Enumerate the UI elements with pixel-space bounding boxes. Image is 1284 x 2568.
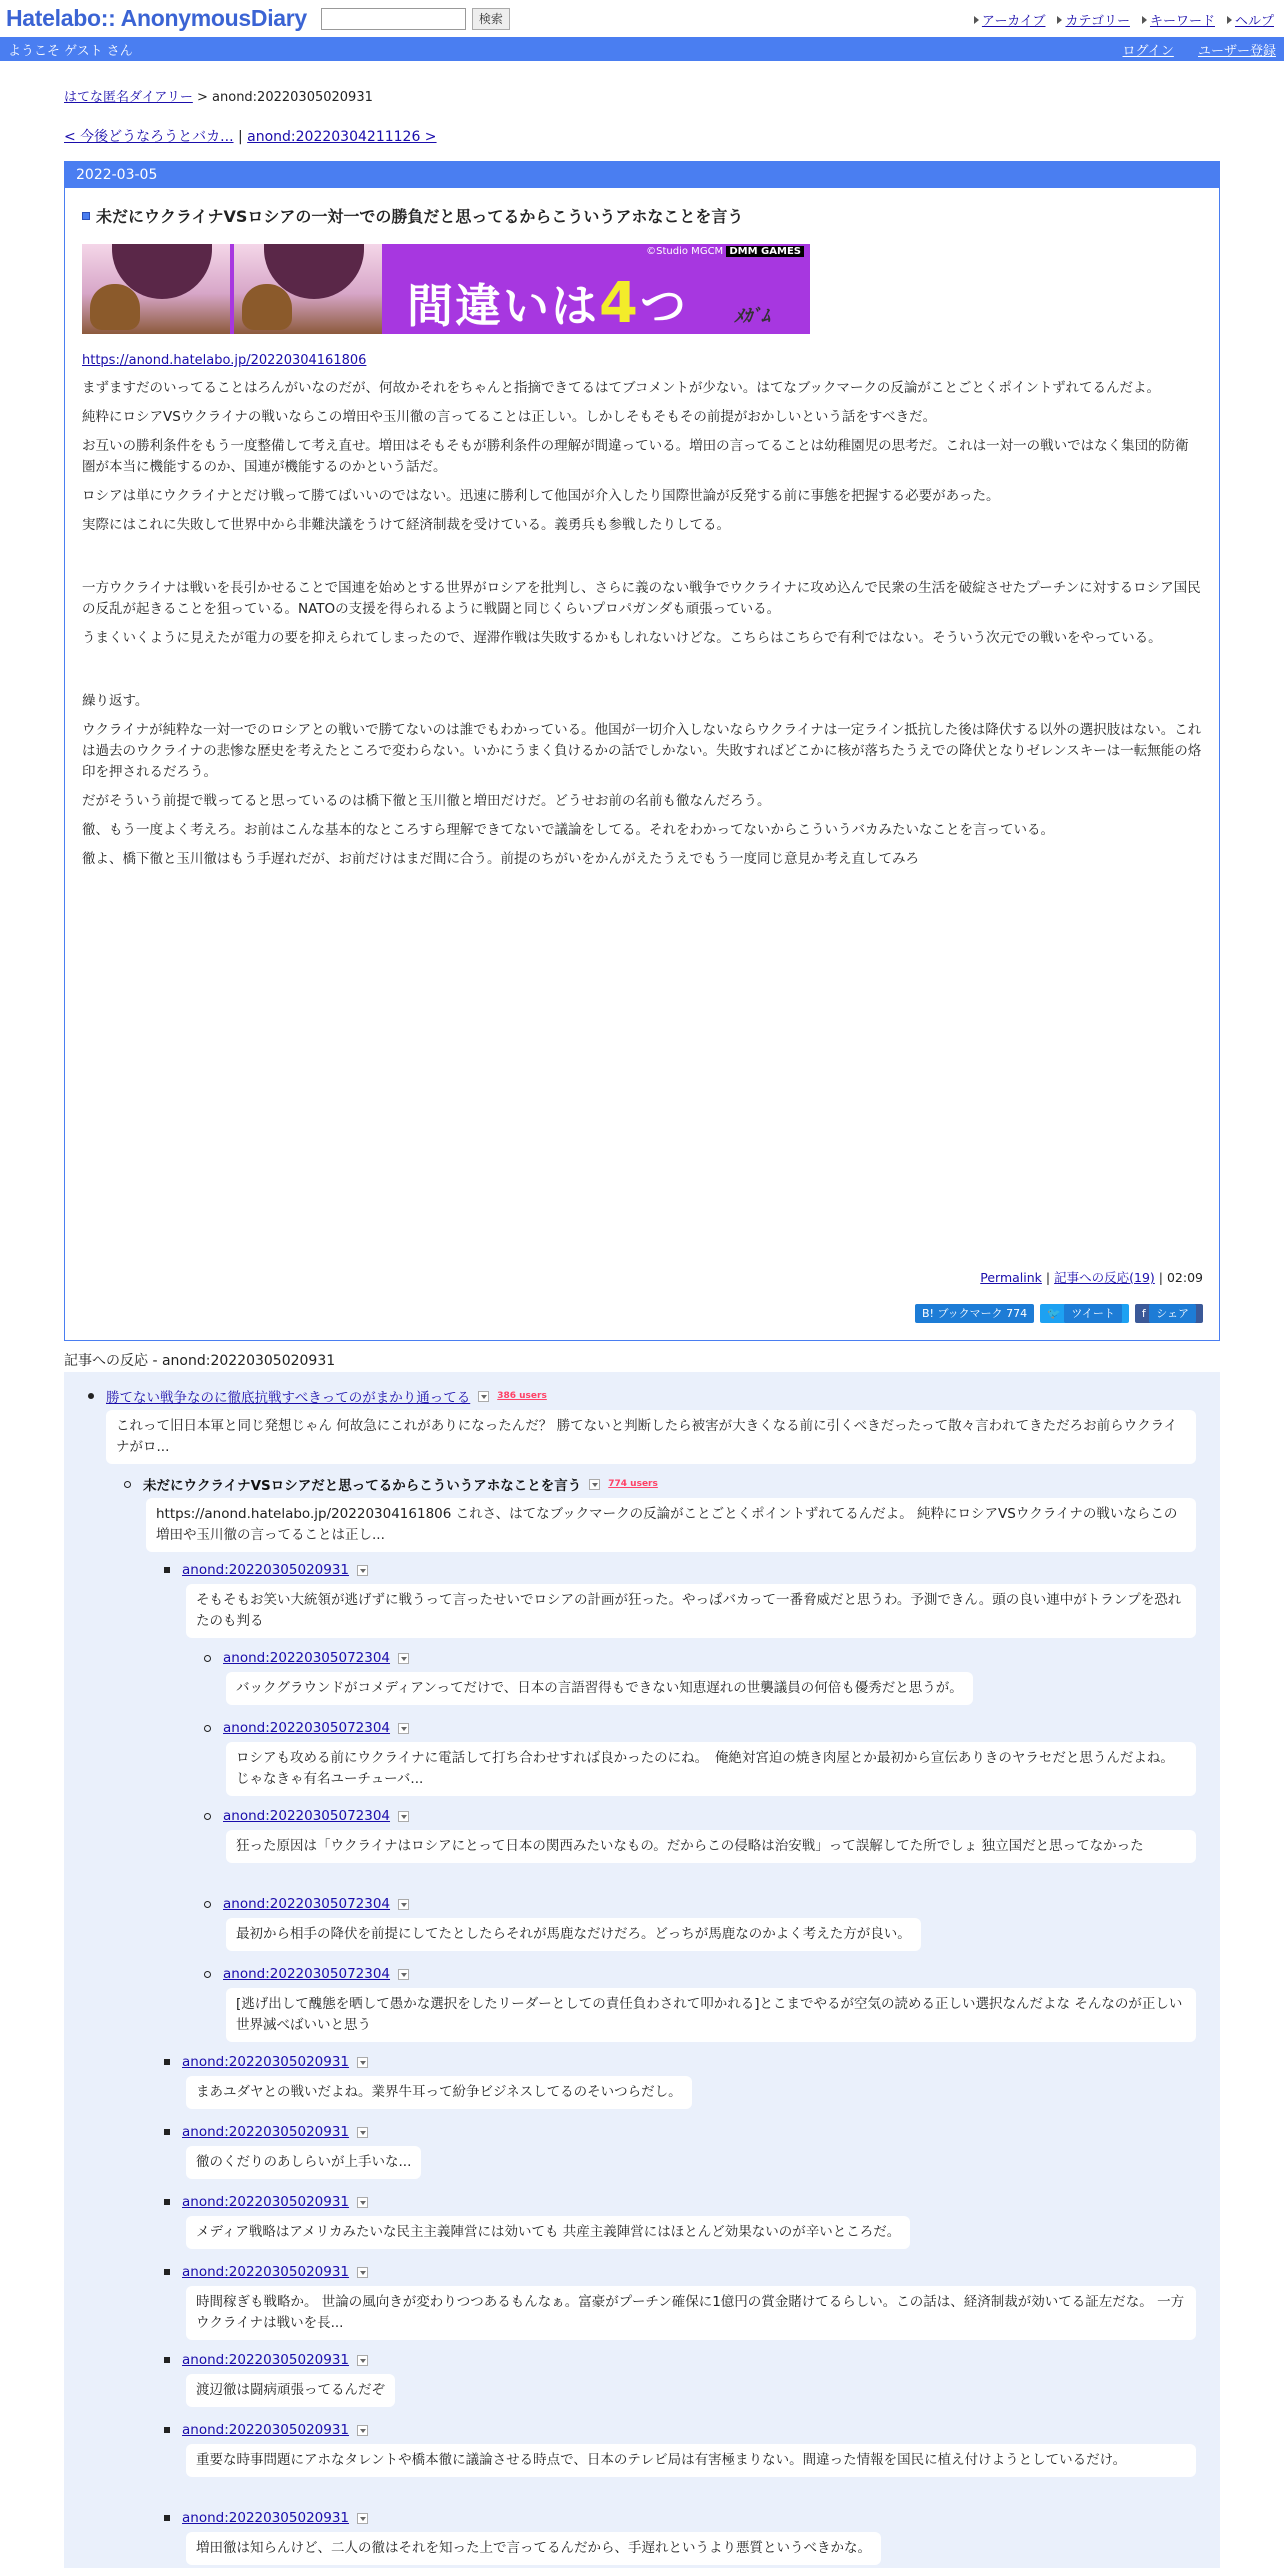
reaction-excerpt: 重要な時事問題にアホなタレントや橋本徹に議論させる時点で、日本のテレビ局は有害極まりない。間違った情報を国民に植え付けようとしているだけ。 bbox=[186, 2444, 1196, 2477]
users-badge[interactable]: 774 users bbox=[608, 1479, 658, 1489]
chevron-down-icon[interactable] bbox=[357, 2355, 368, 2366]
site-logo[interactable]: Hatelabo:: AnonymousDiary bbox=[6, 5, 307, 31]
reaction-excerpt: 時間稼ぎも戦略か。 世論の風向きが変わりつつあるもんなぁ。富豪がプーチン確保に1億円の賞金賭けてるらしい。この話は、経済制裁が効いてる証左だな。 一方ウクライナは戦いを長... bbox=[186, 2286, 1196, 2340]
entry-square-icon[interactable] bbox=[82, 212, 90, 220]
list-item bbox=[164, 2508, 368, 2528]
users-badge[interactable]: 386 users bbox=[497, 1391, 547, 1401]
reaction-id-link[interactable]: anond:20220305072304 bbox=[223, 1720, 391, 1736]
breadcrumb-current: anond:20220305020931 bbox=[212, 90, 373, 105]
reactions-tree bbox=[64, 1372, 1220, 2568]
ad-logo: ﾒｶﾞﾑ bbox=[734, 306, 770, 327]
ad-credit: ©Studio MGCM DMM GAMES bbox=[646, 246, 804, 257]
reaction-excerpt: 渡辺徹は闘病頑張ってるんだぞ bbox=[186, 2374, 395, 2407]
list-item bbox=[204, 1718, 409, 1738]
list-item bbox=[164, 2262, 368, 2282]
list-item bbox=[124, 1474, 658, 1494]
chevron-down-icon[interactable] bbox=[357, 2127, 368, 2138]
chevron-down-icon[interactable] bbox=[398, 1899, 409, 1910]
chevron-down-icon[interactable] bbox=[357, 2197, 368, 2208]
reaction-id-link[interactable]: anond:20220305072304 bbox=[223, 1808, 391, 1824]
list-item bbox=[204, 1964, 409, 1984]
entry-date: 2022-03-05 bbox=[65, 162, 1219, 188]
list-item bbox=[164, 2052, 368, 2072]
list-item bbox=[204, 1648, 409, 1668]
reaction-excerpt: バックグラウンドがコメディアンってだけで、日本の言語習得もできない知恵遅れの世襲議員の何倍も優秀だと思うが。 bbox=[226, 1672, 973, 1705]
reaction-id-link[interactable]: anond:20220305020931 bbox=[182, 2352, 350, 2368]
reaction-excerpt: https://anond.hatelabo.jp/20220304161806 これさ、はてなブックマークの反論がことごとくポイントずれてるんだよ。 純粋にロシアVSウクライナの戦いならこの増田や玉川徹の言ってることは正し... bbox=[146, 1498, 1196, 1552]
register-link[interactable]: ユーザー登録 bbox=[1197, 43, 1276, 59]
reaction-id-link[interactable]: anond:20220305072304 bbox=[223, 1650, 391, 1666]
user-bar bbox=[0, 37, 1284, 61]
chevron-down-icon[interactable] bbox=[357, 2425, 368, 2436]
facebook-share-button[interactable]: f シェア bbox=[1135, 1304, 1203, 1323]
caret-right-icon bbox=[974, 16, 979, 24]
nav-category[interactable]: カテゴリー bbox=[1065, 14, 1130, 29]
list-item bbox=[164, 2192, 368, 2212]
entry-box bbox=[64, 161, 1220, 1341]
reaction-excerpt: 増田徹は知らんけど、二人の徹はそれを知った上で言ってるんだから、手遅れというより悪質というべきかな。 bbox=[186, 2532, 881, 2565]
nav-help[interactable]: ヘルプ bbox=[1234, 14, 1274, 29]
list-item bbox=[164, 2350, 368, 2370]
caret-right-icon bbox=[1142, 16, 1147, 24]
breadcrumb-home[interactable]: はてな匿名ダイアリー bbox=[64, 90, 193, 105]
permalink[interactable]: Permalink bbox=[980, 1270, 1042, 1285]
search-button[interactable]: 検索 bbox=[472, 8, 510, 30]
ad-banner[interactable] bbox=[82, 244, 810, 334]
ad-headline: 間違いは4つ bbox=[407, 271, 688, 334]
reaction-excerpt: [逃げ出して醜態を晒して愚かな選択をしたリーダーとしての責任負わされて叩かれる]とこまでやるが空気の読める正しい選択なんだよな そんなのが正しい世界滅べばいいと思う bbox=[226, 1988, 1196, 2042]
caret-right-icon bbox=[1227, 16, 1232, 24]
reaction-id-link[interactable]: anond:20220305020931 bbox=[182, 2422, 350, 2438]
reaction-excerpt: 狂った原因は「ウクライナはロシアにとって日本の関西みたいなもの。だからこの侵略は治安戦」って誤解してた所でしょ 独立国だと思ってなかった bbox=[226, 1830, 1196, 1863]
reactions-heading: 記事への反応 - anond:20220305020931 bbox=[64, 1350, 1220, 1375]
reaction-title-link[interactable]: 勝てない戦争なのに徹底抗戦すべきってのがまかり通ってる bbox=[106, 1390, 471, 1406]
next-entry-link[interactable]: anond:20220304211126 > bbox=[247, 129, 437, 145]
reaction-excerpt: ロシアも攻める前にウクライナに電話して打ち合わせすれば良かったのにね。 俺絶対宮迫の焼き肉屋とか最初から宣伝ありきのヤラセだと思うんだよね。じゃなきゃ有名ユーチューバ... bbox=[226, 1742, 1196, 1796]
prev-entry-link[interactable]: < 今後どうなろうとバカ... bbox=[64, 129, 234, 145]
chevron-down-icon[interactable] bbox=[357, 2513, 368, 2524]
login-link[interactable]: ログイン bbox=[1122, 43, 1174, 59]
reaction-id-link[interactable]: anond:20220305020931 bbox=[182, 1562, 350, 1578]
hatena-bookmark-button[interactable]: B! ブックマーク 774 bbox=[915, 1304, 1034, 1323]
entry-time: 02:09 bbox=[1166, 1270, 1203, 1285]
list-item bbox=[88, 1386, 547, 1406]
chevron-down-icon[interactable] bbox=[398, 1969, 409, 1980]
entry-body: まずますだのいってることはろんがいなのだが、何故かそれをちゃんと指摘できてるはてブコメントが少ない。はてなブックマークの反論がことごとくポイントずれてるんだよ。 純粋にロシアVSウクライナの戦いならこの増田や玉川徹の言ってることは正しい。しかしそもそもその前提がおかしいという話をすべきだ。 お互いの勝利条件をもう一度整備して考え直せ。増田はそもそもが勝利条件の理解が間違っている。増田の言ってることは幼稚園児の思考だ。これは一対一の戦いではなく集団的防衛圏が本当に機能するのか、国連が機能するのかという話だ。 ロシアは単にウクライナとだけ戦って勝てばいいのではない。迅速に勝利して他国が介入したり国際世論が反発する前に事態を把握する必要があった。 実際にはこれに失敗して世界中から非難決議をうけて経済制裁を受けている。義勇兵も参戦したりしてる。 一方ウクライナは戦いを長引かせることで国連を始めとする世界がロシアを批判し、さらに義のない戦争でウクライナに攻め込んで民衆の生活を破綻させたプーチンに対するロシア国民の反乱が起きることを狙っている。NATOの支援を得られるように戦闘と同じくらいプロパガンダも頑張っている。 うまくいくように見えたが電力の要を抑えられてしまったので、遅滞作戦は失敗するかもしれないけどな。こちらはこちらで有利ではない。そういう次元での戦いをやっている。 繰り返す。 ウクライナが純粋な一対一でのロシアとの戦いで勝てないのは誰でもわかっている。他国が一切介入しないならウクライナは一定ライン抵抗した後は降伏する以外の選択肢はない。これは過去のウクライナの悲惨な歴史を考えたところで変わらない。いかにうまく負けるかの話でしかない。失敗すればどこかに核が落ちたうえでの降伏となりゼレンスキーは一転無能の烙印を押されるだろう。 だがそういう前提で戦ってると思っているのは橋下徹と玉川徹と増田だけだ。どうせお前の名前も徹なんだろう。 徹、もう一度よく考えろ。お前はこんな基本的なところすら理解できてないで議論をしてる。それをわかってないからこういうバカみたいなことを言っている。 徹よ、橋下徹と玉川徹はもう手遅れだが、お前だけはまだ間に合う。前提のちがいをかんがえたうえでもう一度同じ意見か考え直してみろ bbox=[82, 380, 1202, 867]
reaction-id-link[interactable]: anond:20220305020931 bbox=[182, 2264, 350, 2280]
entry-footer: Permalink | 記事への反応(19) | 02:09 bbox=[980, 1270, 1203, 1285]
reactions-link[interactable]: 記事への反応(19) bbox=[1054, 1270, 1155, 1285]
reaction-id-link[interactable]: anond:20220305020931 bbox=[182, 2194, 350, 2210]
chevron-down-icon[interactable] bbox=[357, 2267, 368, 2278]
nav-keyword[interactable]: キーワード bbox=[1149, 14, 1215, 29]
reaction-title-current: 未だにウクライナVSロシアだと思ってるからこういうアホなことを言う bbox=[143, 1478, 582, 1494]
chevron-down-icon[interactable] bbox=[398, 1811, 409, 1822]
reaction-excerpt: まあユダヤとの戦いだよね。業界牛耳って紛争ビジネスしてるのそいつらだし。 bbox=[186, 2076, 692, 2109]
chevron-down-icon[interactable] bbox=[398, 1653, 409, 1664]
caret-right-icon bbox=[1057, 16, 1062, 24]
reaction-id-link[interactable]: anond:20220305072304 bbox=[223, 1966, 391, 1982]
tweet-button[interactable]: 🐦 ツイート bbox=[1040, 1304, 1129, 1323]
chevron-down-icon[interactable] bbox=[357, 2057, 368, 2068]
source-link[interactable]: https://anond.hatelabo.jp/20220304161806 bbox=[82, 353, 367, 368]
reaction-id-link[interactable]: anond:20220305020931 bbox=[182, 2054, 350, 2070]
nav-archive[interactable]: アーカイブ bbox=[981, 14, 1046, 29]
entry-title: 未だにウクライナVSロシアの一対一での勝負だと思ってるからこういうアホなことを言う bbox=[82, 204, 1202, 227]
reaction-id-link[interactable]: anond:20220305072304 bbox=[223, 1896, 391, 1912]
chevron-down-icon[interactable] bbox=[589, 1479, 600, 1490]
reaction-excerpt: 最初から相手の降伏を前提にしてたとしたらそれが馬鹿なだけだろ。どっちが馬鹿なのかよく考えた方が良い。 bbox=[226, 1918, 921, 1951]
chevron-down-icon[interactable] bbox=[398, 1723, 409, 1734]
share-buttons bbox=[915, 1304, 1203, 1323]
list-item bbox=[204, 1806, 409, 1826]
list-item bbox=[164, 1560, 368, 1580]
chevron-down-icon[interactable] bbox=[478, 1391, 489, 1402]
reaction-excerpt: 徹のくだりのあしらいが上手いな... bbox=[186, 2146, 421, 2179]
top-nav bbox=[974, 10, 1274, 29]
breadcrumb: はてな匿名ダイアリー > anond:20220305020931 bbox=[64, 90, 373, 105]
pager: < 今後どうなろうとバカ... | anond:20220304211126 > bbox=[64, 129, 437, 145]
reaction-excerpt: これって旧日本軍と同じ発想じゃん 何故急にこれがありになったんだ？ 勝てないと判断したら被害が大きくなる前に引くべきだったって散々言われてきただろお前らウクライナがロ... bbox=[106, 1410, 1196, 1464]
reaction-excerpt: メディア戦略はアメリカみたいな民主主義陣営には効いても 共産主義陣営にはほとんど効果ないのが辛いところだ。 bbox=[186, 2216, 910, 2249]
search-input[interactable] bbox=[321, 8, 466, 30]
list-item bbox=[164, 2122, 368, 2142]
site-header bbox=[0, 0, 1284, 37]
list-item bbox=[204, 1894, 409, 1914]
chevron-down-icon[interactable] bbox=[357, 1565, 368, 1576]
reaction-excerpt: そもそもお笑い大統領が逃げずに戦うって言ったせいでロシアの計画が狂った。やっぱバカって一番脅威だと思うわ。予測できん。頭の良い連中がトランプを恐れたのも判る bbox=[186, 1584, 1196, 1638]
reaction-id-link[interactable]: anond:20220305020931 bbox=[182, 2510, 350, 2526]
reaction-id-link[interactable]: anond:20220305020931 bbox=[182, 2124, 350, 2140]
list-item bbox=[164, 2420, 368, 2440]
welcome-text: ようこそ ゲスト さん bbox=[8, 43, 133, 59]
